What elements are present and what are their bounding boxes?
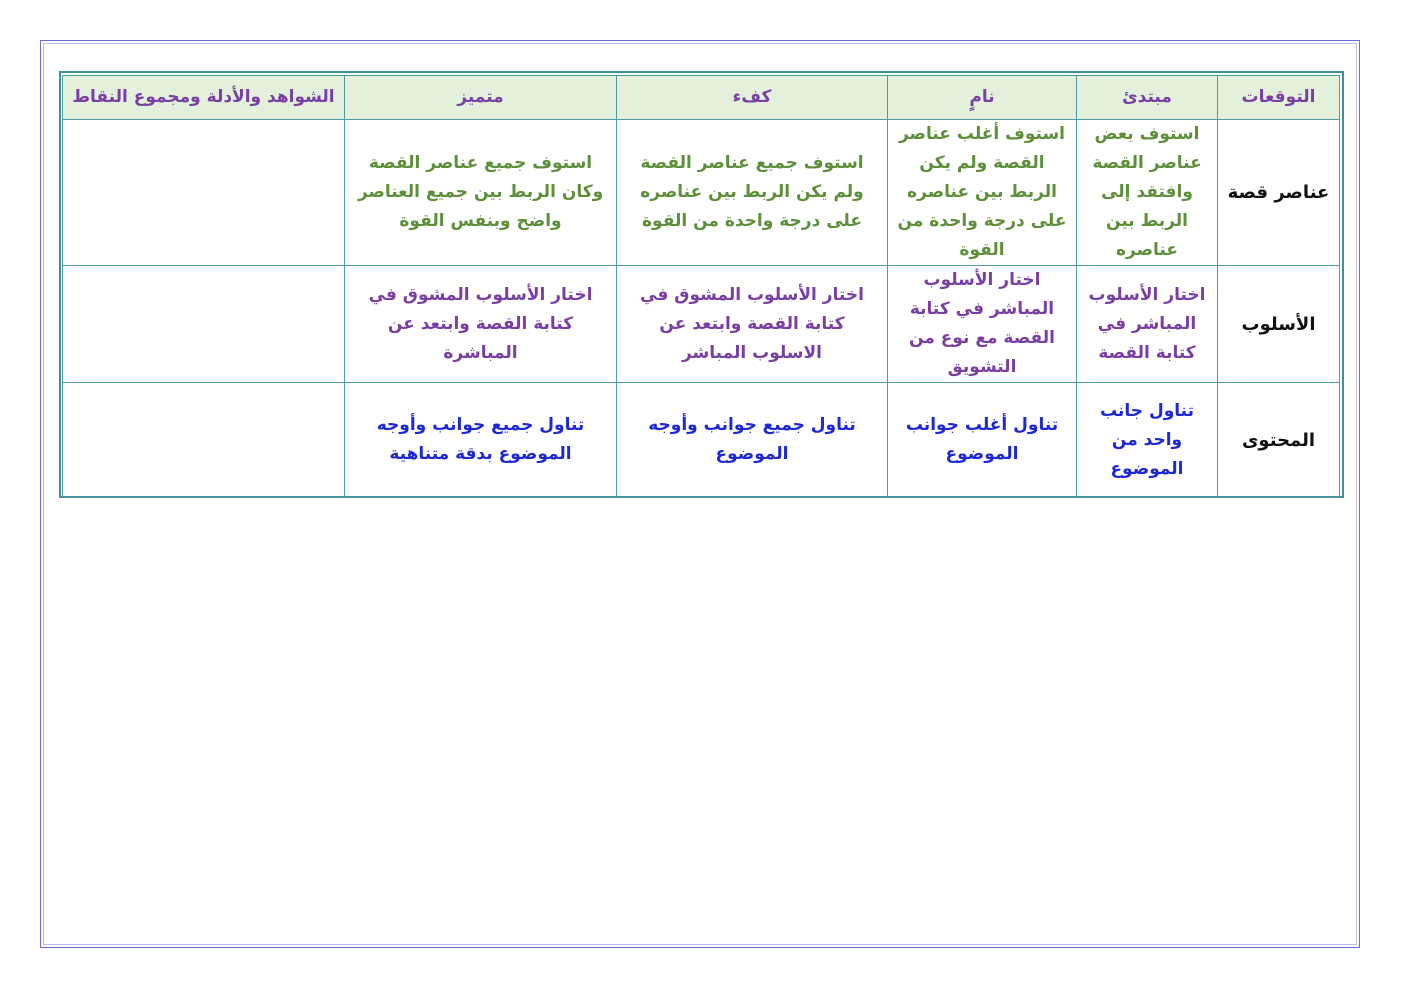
row-label-style: الأسلوب bbox=[1218, 266, 1340, 383]
header-row bbox=[63, 76, 1340, 120]
row-label-story-elements: عناصر قصة bbox=[1218, 120, 1340, 266]
cell-beginner: استوف بعض عناصر القصة وافتقد إلى الربط بين عناصره bbox=[1077, 120, 1218, 266]
table-row bbox=[63, 383, 1340, 498]
cell-competent: استوف جميع عناصر القصة ولم يكن الربط بين عناصره على درجة واحدة من القوة bbox=[617, 120, 888, 266]
cell-beginner: تناول جانب واحد من الموضوع bbox=[1077, 383, 1218, 498]
header-growing: نامٍ bbox=[888, 76, 1077, 120]
table-row bbox=[63, 120, 1340, 266]
header-competent: كفء bbox=[617, 76, 888, 120]
header-distinguished: متميز bbox=[345, 76, 617, 120]
cell-growing: تناول أغلب جوانب الموضوع bbox=[888, 383, 1077, 498]
cell-evidence[interactable] bbox=[63, 120, 345, 266]
rubric-table bbox=[62, 75, 1340, 498]
cell-distinguished: اختار الأسلوب المشوق في كتابة القصة وابتعد عن المباشرة bbox=[345, 266, 617, 383]
cell-distinguished: استوف جميع عناصر القصة وكان الربط بين جميع العناصر واضح وبنفس القوة bbox=[345, 120, 617, 266]
row-label-content: المحتوى bbox=[1218, 383, 1340, 498]
cell-distinguished: تناول جميع جوانب وأوجه الموضوع بدقة متناهية bbox=[345, 383, 617, 498]
table-row bbox=[63, 266, 1340, 383]
cell-growing: استوف أغلب عناصر القصة ولم يكن الربط بين عناصره على درجة واحدة من القوة bbox=[888, 120, 1077, 266]
cell-evidence[interactable] bbox=[63, 266, 345, 383]
header-beginner: مبتدئ bbox=[1077, 76, 1218, 120]
header-evidence: الشواهد والأدلة ومجموع النقاط bbox=[63, 76, 345, 120]
cell-competent: اختار الأسلوب المشوق في كتابة القصة وابتعد عن الاسلوب المباشر bbox=[617, 266, 888, 383]
header-expectations: التوقعات bbox=[1218, 76, 1340, 120]
rubric-table-container bbox=[59, 71, 1344, 498]
cell-growing: اختار الأسلوب المباشر في كتابة القصة مع نوع من التشويق bbox=[888, 266, 1077, 383]
cell-evidence[interactable] bbox=[63, 383, 345, 498]
cell-beginner: اختار الأسلوب المباشر في كتابة القصة bbox=[1077, 266, 1218, 383]
cell-competent: تناول جميع جوانب وأوجه الموضوع bbox=[617, 383, 888, 498]
